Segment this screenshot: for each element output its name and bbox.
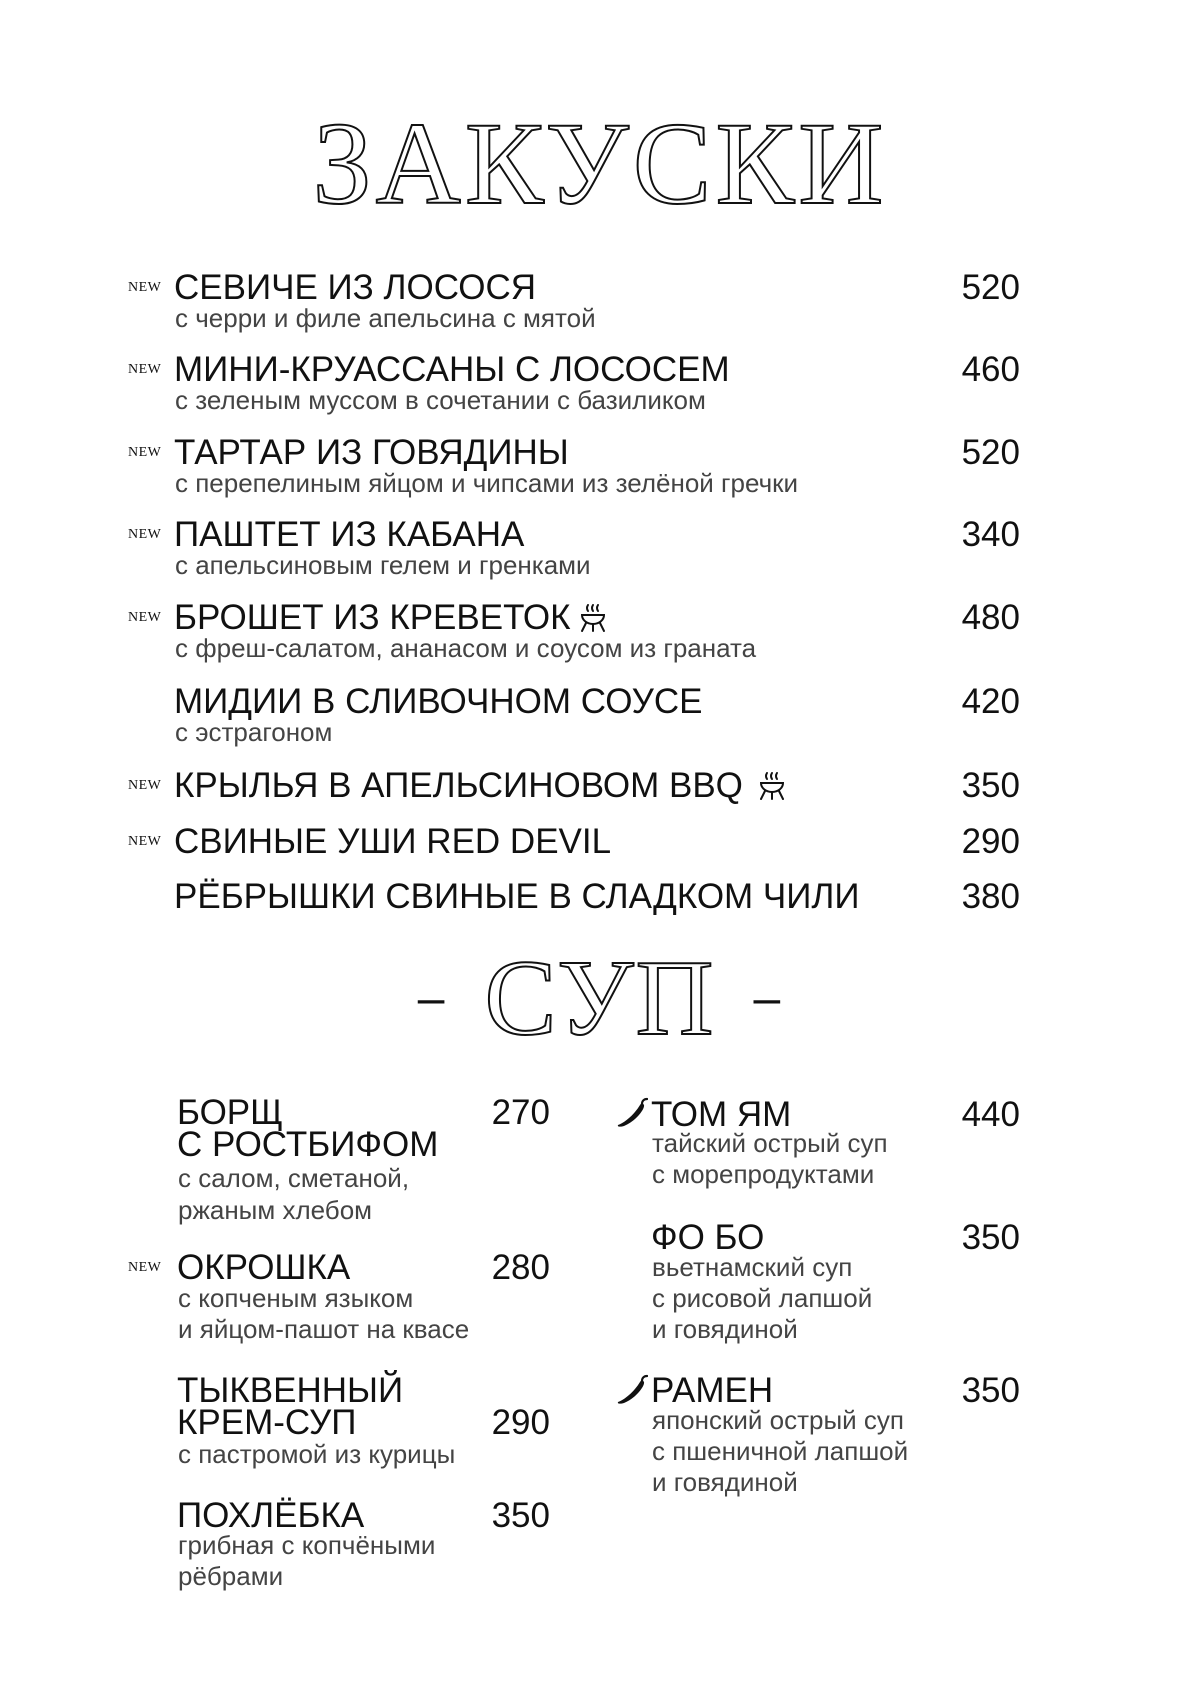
dish-description: с перепелиным яйцом и чипсами из зелёной гречки bbox=[175, 468, 799, 498]
dish-price: 440 bbox=[961, 1095, 1020, 1134]
dish-description: японский острый суп bbox=[652, 1405, 904, 1435]
dish-price: 420 bbox=[961, 682, 1020, 721]
title-dash-right: – bbox=[753, 972, 783, 1026]
chili-pepper-icon bbox=[614, 1097, 648, 1134]
dish-description-line2: ржаным хлебом bbox=[178, 1195, 373, 1225]
new-badge: NEW bbox=[128, 280, 162, 295]
dish-name: ТЫКВЕННЫЙ bbox=[177, 1371, 404, 1410]
dish-description: грибная с копчёными bbox=[178, 1530, 436, 1560]
new-badge: NEW bbox=[128, 362, 162, 377]
dish-description-line2: с пшеничной лапшой bbox=[652, 1436, 909, 1466]
dish-description: с эстрагоном bbox=[175, 717, 333, 747]
dish-price: 340 bbox=[961, 515, 1020, 554]
dish-name: ПОХЛЁБКА bbox=[177, 1496, 365, 1535]
dish-name-line2: С РОСТБИФОМ bbox=[177, 1125, 439, 1164]
dish-description: тайский острый суп bbox=[652, 1128, 888, 1158]
dish-description-line3: и говядиной bbox=[652, 1467, 798, 1497]
dish-name: СВИНЫЕ УШИ RED DEVIL bbox=[174, 822, 612, 861]
dish-description-line2: рёбрами bbox=[178, 1561, 284, 1591]
dish-name: МИНИ-КРУАССАНЫ С ЛОСОСЕМ bbox=[174, 350, 730, 389]
dish-name: РЁБРЫШКИ СВИНЫЕ В СЛАДКОМ ЧИЛИ bbox=[174, 877, 860, 916]
dish-description: с фреш-салатом, ананасом и соусом из граната bbox=[175, 633, 757, 663]
dish-description-line2: с рисовой лапшой bbox=[652, 1283, 873, 1313]
dish-description-line3: и говядиной bbox=[652, 1314, 798, 1344]
dish-name: СЕВИЧЕ ИЗ ЛОСОСЯ bbox=[174, 268, 537, 307]
dish-name: РАМЕН bbox=[651, 1371, 774, 1410]
dish-name: МИДИИ В СЛИВОЧНОМ СОУСЕ bbox=[174, 682, 703, 721]
dish-price: 520 bbox=[961, 433, 1020, 472]
new-badge: NEW bbox=[128, 527, 162, 542]
dish-price: 380 bbox=[961, 877, 1020, 916]
dish-name: ТОМ ЯМ bbox=[651, 1095, 792, 1134]
dish-name: БРОШЕТ ИЗ КРЕВЕТОК bbox=[174, 598, 571, 637]
dish-name: КРЫЛЬЯ В АПЕЛЬСИНОВОМ BBQ bbox=[174, 766, 743, 805]
dish-price: 350 bbox=[961, 1371, 1020, 1410]
dish-price: 290 bbox=[491, 1403, 550, 1442]
dish-price: 280 bbox=[491, 1248, 550, 1287]
appetizers-title: ЗАКУСКИ bbox=[312, 98, 888, 229]
dish-price: 350 bbox=[961, 1218, 1020, 1257]
dish-price: 350 bbox=[961, 766, 1020, 805]
dish-name: ТАРТАР ИЗ ГОВЯДИНЫ bbox=[174, 433, 569, 472]
dish-price: 290 bbox=[961, 822, 1020, 861]
dish-description: вьетнамский суп bbox=[652, 1252, 853, 1282]
dish-price: 520 bbox=[961, 268, 1020, 307]
new-badge: NEW bbox=[128, 778, 162, 793]
dish-description: с зеленым муссом в сочетании с базиликом bbox=[175, 385, 706, 415]
dish-description-line2: с морепродуктами bbox=[652, 1159, 875, 1189]
new-badge: NEW bbox=[128, 834, 162, 849]
dish-description-line2: и яйцом-пашот на квасе bbox=[178, 1314, 470, 1344]
soup-title bbox=[0, 939, 1200, 1058]
dish-name-line2: КРЕМ-СУП bbox=[177, 1403, 357, 1442]
dish-name: ФО БО bbox=[651, 1218, 765, 1257]
dish-name: ОКРОШКА bbox=[177, 1248, 351, 1287]
new-badge: NEW bbox=[128, 610, 162, 625]
dish-name: ПАШТЕТ ИЗ КАБАНА bbox=[174, 515, 525, 554]
dish-price: 270 bbox=[491, 1093, 550, 1132]
new-badge: NEW bbox=[128, 1260, 162, 1275]
dish-price: 460 bbox=[961, 350, 1020, 389]
chili-pepper-icon bbox=[614, 1374, 648, 1411]
dish-description: с апельсиновым гелем и гренками bbox=[175, 550, 591, 580]
grill-icon bbox=[757, 769, 787, 806]
dish-name: БОРЩ bbox=[177, 1093, 283, 1132]
dish-description: с копченым языком bbox=[178, 1283, 414, 1313]
soup-title-text: СУП bbox=[484, 939, 716, 1058]
title-dash-left: – bbox=[417, 972, 447, 1026]
new-badge: NEW bbox=[128, 445, 162, 460]
dish-price: 350 bbox=[491, 1496, 550, 1535]
dish-description: с черри и филе апельсина с мятой bbox=[175, 303, 596, 333]
dish-price: 480 bbox=[961, 598, 1020, 637]
dish-description: с пастромой из курицы bbox=[178, 1439, 456, 1469]
dish-description: с салом, сметаной, bbox=[178, 1163, 410, 1193]
